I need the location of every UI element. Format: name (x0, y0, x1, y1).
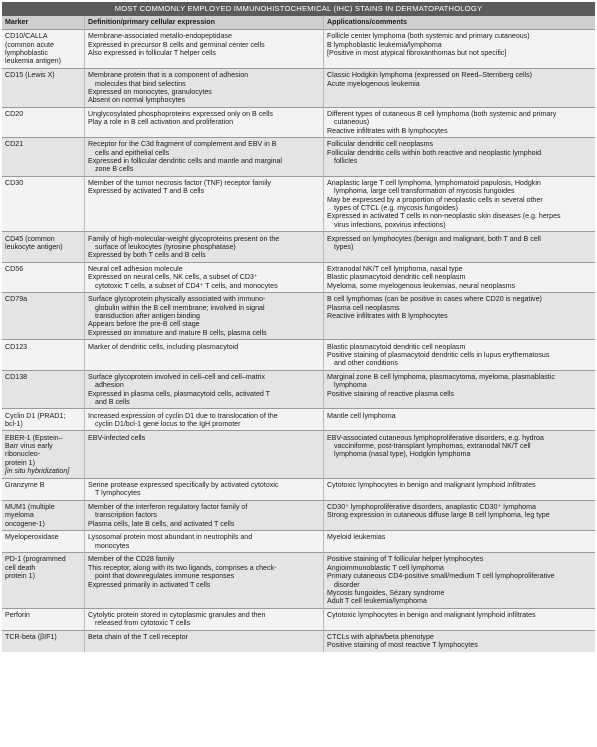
cell-line: zone B cells (95, 165, 134, 174)
cell-line: Mycosis fungoides, Sézary syndrome (327, 588, 445, 597)
cell-line: cutaneous) (334, 118, 370, 127)
cell-line: Unglycosylated phosphoproteins expressed only on B cells (88, 109, 273, 118)
table-row (2, 262, 595, 292)
header-marker: Marker (2, 16, 85, 30)
marker-cell (2, 293, 85, 340)
cell-line: Plasma cells, late B cells, and activated T cells (88, 519, 235, 528)
cell-line: Play a role in B cell activation and proliferation (88, 118, 234, 127)
cell-line: [Positive in most atypical fibroxanthomas but not specific] (327, 49, 507, 58)
table-row (2, 630, 595, 652)
cell-line: cyclin D1/bcl-1 gene locus to the IgH promoter (95, 420, 241, 429)
cell-line: Primary cutaneous CD4-positive small/medium T cell lymphoproliferative (327, 572, 555, 581)
table-row (2, 409, 595, 431)
marker-cell (2, 531, 85, 553)
cell-line: point that downregulates immune responses (95, 572, 235, 581)
cell-line: cells and epithelial cells (95, 148, 170, 157)
marker-cell (2, 370, 85, 409)
definition-cell (85, 340, 324, 370)
cell-line: leukocyte antigen) (5, 242, 63, 251)
cell-line: Perforin (5, 610, 30, 619)
cell-line: Positive staining of reactive plasma cells (327, 389, 454, 398)
definition-cell (85, 630, 324, 652)
table-title: MOST COMMONLY EMPLOYED IMMUNOHISTOCHEMICAL (IHC) STAINS IN DERMATOPATHOLOGY (2, 2, 595, 16)
definition-cell (85, 68, 324, 107)
cell-line: Plasma cell neoplasms (327, 303, 400, 312)
cell-line: molecules that bind selectins (95, 79, 186, 88)
applications-cell (324, 137, 596, 176)
applications-cell (324, 478, 596, 500)
definition-cell (85, 409, 324, 431)
table-row (2, 68, 595, 107)
cell-line: and other conditions (334, 359, 398, 368)
cell-line: Positive staining of most reactive T lymphocytes (327, 641, 478, 650)
cell-line: bcl-1) (5, 420, 23, 429)
cell-line: surface of leukocytes (tyrosine phosphatase) (95, 242, 236, 251)
cell-line: and B cells (95, 397, 130, 406)
cell-line: Different types of cutaneous B cell lymphoma (both systemic and primary (327, 109, 557, 118)
cell-line: vacciniforme, post-transplant lymphomas, extranodal NK/T cell (334, 442, 531, 451)
cell-line: B lymphoblastic leukemia/lymphoma (327, 40, 442, 49)
applications-cell (324, 176, 596, 231)
cell-line: cell death (5, 563, 36, 572)
applications-cell (324, 500, 596, 530)
cell-line: Positive staining of T follicular helper lymphocytes (327, 555, 484, 564)
cell-line: globulin within the B cell membrane; involved in signal (95, 303, 265, 312)
cell-line: Serine protease expressed specifically by activated cytotoxic (88, 480, 279, 489)
definition-cell (85, 370, 324, 409)
definition-cell (85, 553, 324, 608)
marker-cell (2, 500, 85, 530)
definition-cell (85, 137, 324, 176)
cell-line: Increased expression of cyclin D1 due to translocation of the (88, 411, 278, 420)
cell-line: Angioimmunoblastic T cell lymphoma (327, 563, 444, 572)
cell-line: Reactive infiltrates with B lymphocytes (327, 312, 448, 321)
marker-cell (2, 137, 85, 176)
cell-line: Marginal zone B cell lymphoma, plasmacytoma, myeloma, plasmablastic (327, 372, 555, 381)
definition-cell (85, 262, 324, 292)
cell-line: transduction after antigen binding (95, 312, 200, 321)
marker-cell (2, 431, 85, 478)
cell-line: CD20 (5, 109, 24, 118)
cell-line: lymphoma (nasal type), Hodgkin lymphoma (334, 450, 471, 459)
cell-line: Positive staining of plasmacytoid dendritic cells in lupus erythematosus (327, 350, 550, 359)
cell-line: Cytotoxic lymphocytes in benign and malignant lymphoid infiltrates (327, 480, 536, 489)
applications-cell (324, 531, 596, 553)
table-row (2, 176, 595, 231)
cell-line: transcription factors (95, 511, 157, 520)
cell-line: Membrane-associated metallo-endopeptidase (88, 32, 232, 41)
applications-cell (324, 370, 596, 409)
cell-line: Follicle center lymphoma (both systemic and primary cutaneous) (327, 32, 530, 41)
table-row (2, 608, 595, 630)
cell-line: Strong expression in cutaneous diffuse large B cell lymphoma, leg type (327, 511, 550, 520)
cell-line: myeloma (5, 511, 34, 520)
cell-line: Also expressed in follicular T helper cells (88, 49, 216, 58)
cell-line: Mantle cell lymphoma (327, 411, 396, 420)
marker-cell (2, 553, 85, 608)
cell-line: Surface glycoprotein physically associated with immuno- (88, 295, 266, 304)
cell-line: types) (334, 242, 354, 251)
cell-line: Granzyme B (5, 480, 45, 489)
cell-line: CD10/CALLA (5, 32, 48, 41)
cell-line: CD30 (5, 179, 24, 188)
cell-line: Family of high-molecular-weight glycoproteins present on the (88, 234, 280, 243)
cell-line: CD79a (5, 295, 28, 304)
table-row (2, 431, 595, 478)
applications-cell (324, 409, 596, 431)
definition-cell (85, 531, 324, 553)
cell-line: MUM1 (multiple (5, 502, 55, 511)
cell-line: (common acute (5, 40, 54, 49)
stains-table-page (2, 2, 595, 652)
marker-cell (2, 176, 85, 231)
cell-line: Expressed in precursor B cells and germinal center cells (88, 40, 265, 49)
table-row (2, 500, 595, 530)
table-row (2, 30, 595, 69)
cell-line: Blastic plasmacytoid dendritic cell neoplasm (327, 273, 466, 282)
cell-line: Expressed on lymphocytes (benign and malignant, both T and B cell (327, 234, 541, 243)
cell-line: Absent on normal lymphocytes (88, 96, 185, 105)
cell-line: CD56 (5, 264, 24, 273)
definition-cell (85, 478, 324, 500)
cell-line: lymphoma (334, 381, 367, 390)
cell-line: Lysosomal protein most abundant in neutrophils and (88, 533, 253, 542)
cell-line: leukemia antigen) (5, 57, 61, 66)
cell-line: Member of the interferon regulatory factor family of (88, 502, 248, 511)
cell-line: Appears before the pre-B cell stage (88, 320, 200, 329)
marker-cell (2, 608, 85, 630)
cell-line: Classic Hodgkin lymphoma (expressed on Reed–Sternberg cells) (327, 71, 533, 80)
header-definition: Definition/primary cellular expression (85, 16, 324, 30)
cell-line: Member of the CD28 family (88, 555, 175, 564)
cell-line: Blastic plasmacytoid dendritic cell neoplasm (327, 342, 466, 351)
table-body (2, 30, 595, 652)
definition-cell (85, 608, 324, 630)
table-row (2, 340, 595, 370)
table-row (2, 232, 595, 262)
applications-cell (324, 630, 596, 652)
cell-line: Expressed in plasma cells, plasmacytoid cells, activated T (88, 389, 271, 398)
cell-line: disorder (334, 580, 360, 589)
cell-line: Expressed in activated T cells in non-neoplastic skin diseases (e.g. herpes (327, 212, 561, 221)
cell-line: Myeloperoxidase (5, 533, 59, 542)
table-row (2, 553, 595, 608)
cell-line: Beta chain of the T cell receptor (88, 633, 188, 641)
cell-line: Membrane protein that is a component of adhesion (88, 71, 249, 80)
cell-line: B cell lymphomas (can be positive in cases where CD20 is negative) (327, 295, 542, 304)
marker-cell (2, 232, 85, 262)
cell-line: Expressed in follicular dendritic cells and mantle and marginal (88, 157, 282, 166)
applications-cell (324, 30, 596, 69)
cell-line: CD30⁺ lymphoproliferative disorders, anaplastic CD30⁺ lymphoma (327, 502, 536, 511)
applications-cell (324, 232, 596, 262)
cell-line: This receptor, along with its two ligands, comprises a check- (88, 563, 277, 572)
marker-cell (2, 30, 85, 69)
marker-cell (2, 262, 85, 292)
table-row (2, 370, 595, 409)
cell-line: Cytolytic protein stored in cytoplasmic granules and then (88, 610, 266, 619)
cell-line: Expressed by activated T and B cells (88, 187, 205, 196)
cell-line: Anaplastic large T cell lymphoma, lymphomatoid papulosis, Hodgkin (327, 179, 541, 188)
cell-line: Myeloid leukemias (327, 533, 386, 542)
cell-line: released from cytotoxic T cells (95, 619, 191, 628)
definition-cell (85, 232, 324, 262)
cell-line: lymphoma, large cell transformation of mycosis fungoides (334, 187, 515, 196)
cell-line: monocytes (95, 541, 130, 550)
applications-cell (324, 107, 596, 137)
cell-line: Member of the tumor necrosis factor (TNF) receptor family (88, 179, 271, 188)
marker-cell (2, 107, 85, 137)
cell-line: PD-1 (programmed (5, 555, 66, 564)
cell-line: Myeloma, some myelogenous leukemias, neural neoplasms (327, 281, 516, 290)
cell-line: Extranodal NK/T cell lymphoma, nasal type (327, 264, 463, 273)
cell-line: Expressed primarily in activated T cells (88, 580, 211, 589)
cell-line: CD123 (5, 342, 28, 351)
definition-cell (85, 431, 324, 478)
cell-line: protein 1) (5, 458, 35, 467)
marker-cell (2, 340, 85, 370)
cell-line: adhesion (95, 381, 124, 390)
cell-line: CD45 (common (5, 234, 55, 243)
cell-line: oncogene-1) (5, 519, 45, 528)
cell-line: follicles (334, 157, 358, 166)
cell-line: Expressed on monocytes, granulocytes (88, 87, 212, 96)
cell-line: T lymphocytes (95, 489, 141, 498)
cell-line: CD138 (5, 372, 28, 381)
marker-cell (2, 478, 85, 500)
header-row (2, 16, 595, 30)
marker-cell (2, 630, 85, 652)
table-row (2, 478, 595, 500)
cell-line: [in situ hybridization] (5, 467, 70, 476)
applications-cell (324, 431, 596, 478)
cell-line: CTCLs with alpha/beta phenotype (327, 633, 434, 641)
table-row (2, 531, 595, 553)
cell-line: EBER-1 (Epstein– (5, 433, 63, 442)
applications-cell (324, 553, 596, 608)
applications-cell (324, 608, 596, 630)
cell-line: Cytotoxic lymphocytes in benign and malignant lymphoid infiltrates (327, 610, 536, 619)
applications-cell (324, 68, 596, 107)
cell-line: CD21 (5, 140, 24, 149)
marker-cell (2, 409, 85, 431)
cell-line: lymphoblastic (5, 49, 48, 58)
definition-cell (85, 30, 324, 69)
cell-line: EBV-associated cutaneous lymphoproliferative disorders, e.g. hydroa (327, 433, 544, 442)
applications-cell (324, 340, 596, 370)
table-row (2, 293, 595, 340)
cell-line: CD15 (Lewis X) (5, 71, 55, 80)
cell-line: Barr virus early (5, 442, 53, 451)
cell-line: Cyclin D1 (PRAD1; (5, 411, 66, 420)
cell-line: Reactive infiltrates with B lymphocytes (327, 126, 448, 135)
cell-line: Receptor for the C3d fragment of complement and EBV in B (88, 140, 277, 149)
cell-line: May be expressed by a proportion of neoplastic cells in several other (327, 195, 543, 204)
ihc-stains-table (2, 16, 595, 652)
cell-line: Expressed on immature and mature B cells, plasma cells (88, 328, 267, 337)
definition-cell (85, 107, 324, 137)
applications-cell (324, 262, 596, 292)
table-row (2, 107, 595, 137)
cell-line: Surface glycoprotein involved in cell–cell and cell–matrix (88, 372, 266, 381)
cell-line: Acute myelogenous leukemia (327, 79, 420, 88)
definition-cell (85, 293, 324, 340)
cell-line: Marker of dendritic cells, including plasmacytoid (88, 342, 239, 351)
cell-line: Expressed by both T cells and B cells (88, 251, 206, 260)
cell-line: Adult T cell leukemia/lymphoma (327, 597, 427, 606)
cell-line: protein 1) (5, 572, 35, 581)
applications-cell (324, 293, 596, 340)
header-applications: Applications/comments (324, 16, 596, 30)
table-row (2, 137, 595, 176)
cell-line: Follicular dendritic cell neoplasms (327, 140, 434, 149)
cell-line: virus infections, poxvirus infections) (334, 220, 446, 229)
cell-line: EBV-infected cells (88, 433, 146, 442)
cell-line: Neural cell adhesion molecule (88, 264, 183, 273)
cell-line: TCR-beta (βIF1) (5, 633, 57, 641)
cell-line: Follicular dendritic cells within both reactive and neoplastic lymphoid (327, 148, 542, 157)
cell-line: Expressed on neural cells, NK cells, a subset of CD3⁺ (88, 273, 258, 282)
cell-line: cytotoxic T cells, a subset of CD4⁺ T cells, and monocytes (95, 281, 278, 290)
definition-cell (85, 500, 324, 530)
definition-cell (85, 176, 324, 231)
marker-cell (2, 68, 85, 107)
cell-line: ribonucleo- (5, 450, 41, 459)
cell-line: types of CTCL (e.g. mycosis fungoides) (334, 204, 458, 213)
